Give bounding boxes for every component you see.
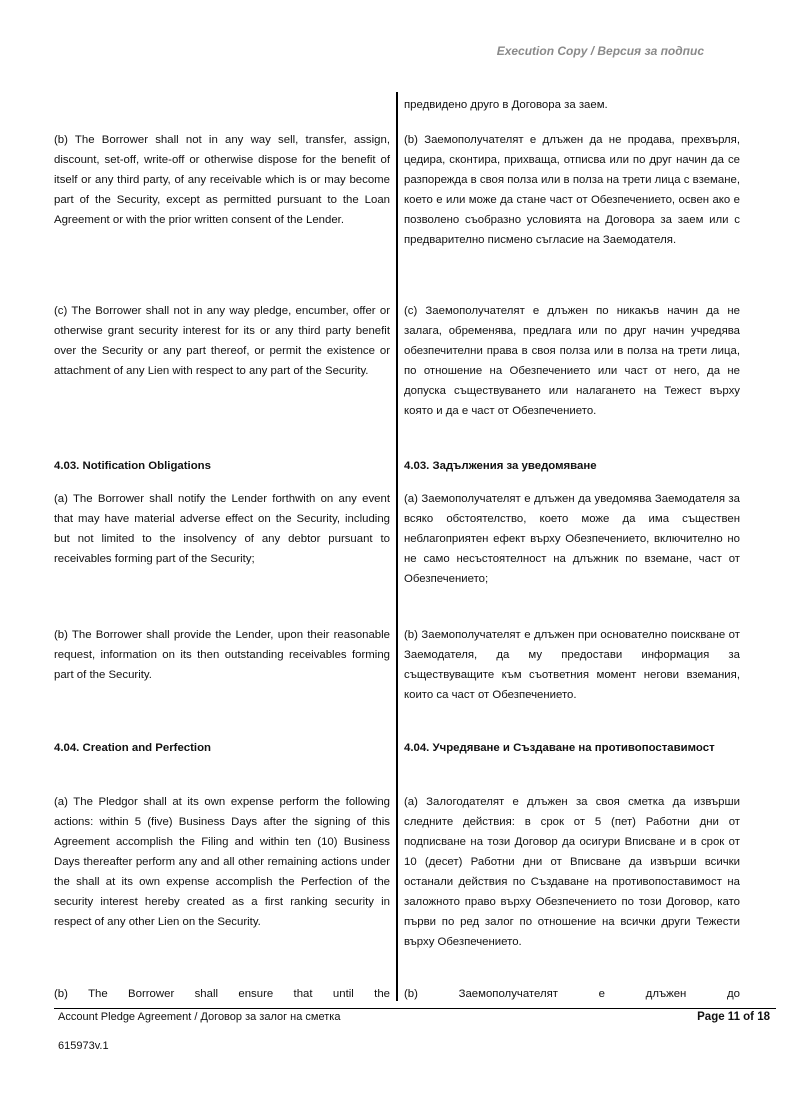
bg-clause-b-sale: (b) Заемополучателят е длъжен да не продава, прехвърля, цедира, сконтира, прихваща, отписва или по друг начин да се разпорежда в своя полза или в полза на трети лица с вземане, което е или може да стане част от Обезпечението, освен ако е позволено съобразно условията на Договора за заем или с предварително писмено съгласие на Заемодателя. bbox=[404, 134, 740, 246]
en-heading-4-04: 4.04. Creation and Perfection bbox=[54, 742, 211, 754]
en-heading-4-03: 4.03. Notification Obligations bbox=[54, 460, 211, 472]
bg-clause-a-perfection: (a) Залогодателят е длъжен за своя сметка да извърши следните действия: в срок от 5 (пет) Работни дни от подписване на този Договор да осигури Вписване и в срок от 10 (десет) Работни дни от Вписване да извърши всички останали действия по Създаване на противопоставимост на заложното право върху Обезпечението по този Договор, като първи по ред залог по отношение на всички други Тежести върху Обезпечението. bbox=[404, 796, 740, 948]
bg-clause-c-pledge: (c) Заемополучателят е длъжен по никакъв начин да не залага, обременява, предлага или по друг начин учредява обезпечителни права в своя полза или в полза на трети лица, по отношение на Обезпечението или част от него, да не допуска съществуването или налагането на Тежест върху която и да е част от Обезпечението. bbox=[404, 305, 740, 417]
bg-clause-b-inform: (b) Заемополучателят е длъжен при основателно поискване от Заемодателя, да му предостави информация за съществуващите към съответния момент негови вземания, които са част от Обезпечението. bbox=[404, 629, 740, 701]
bg-carryover-text: предвидено друго в Договора за заем. bbox=[404, 99, 608, 111]
header-note: Execution Copy / Версия за подпис bbox=[496, 44, 704, 58]
document-id: 615973v.1 bbox=[58, 1040, 109, 1052]
bg-heading-4-04: 4.04. Учредяване и Създаване на противопоставимост bbox=[404, 742, 715, 754]
bg-clause-b-ensure: (b) Заемополучателят е длъжен до bbox=[404, 988, 740, 1000]
en-clause-a-notify: (a) The Borrower shall notify the Lender forthwith on any event that may have material adverse effect on the Security, including but not limited to the insolvency of any debtor pursuant to receivables forming part of the Security; bbox=[54, 493, 390, 565]
en-clause-b-inform: (b) The Borrower shall provide the Lender, upon their reasonable request, information on its then outstanding receivables forming part of the Security. bbox=[54, 629, 390, 681]
footer-rule bbox=[54, 1008, 776, 1009]
en-clause-b-sale: (b) The Borrower shall not in any way sell, transfer, assign, discount, set-off, write-off or otherwise dispose for the benefit of itself or any third party, of any receivable which is or may become part of the Security, except as permitted pursuant to the Loan Agreement or with the prior written consent of the Lender. bbox=[54, 134, 390, 226]
en-clause-c-pledge: (c) The Borrower shall not in any way pledge, encumber, offer or otherwise grant security interest for its or any third party benefit over the Security or any part thereof, or permit the existence or attachment of any Lien with respect to any part of the Security. bbox=[54, 305, 390, 377]
en-clause-b-ensure: (b) The Borrower shall ensure that until the bbox=[54, 988, 390, 1000]
bg-heading-4-03: 4.03. Задължения за уведомяване bbox=[404, 460, 597, 472]
bg-clause-a-notify: (a) Заемополучателят е длъжен да уведомява Заемодателя за всяко обстоятелство, което може да има съществен неблагоприятен ефект върху Обезпечението, включително но не само несъстоятелност на длъжник по вземане, част от Обезпечението; bbox=[404, 493, 740, 585]
en-clause-a-perfection: (a) The Pledgor shall at its own expense perform the following actions: within 5 (five) Business Days after the signing of this Agreement accomplish the Filing and within ten (10) Business Days thereafter perform any and all other remaining actions under the shall at its own expense accomplish the Perfection of the security interest hereby created as a first ranking security in respect of any other Lien on the Security. bbox=[54, 796, 390, 928]
footer-title: Account Pledge Agreement / Договор за залог на сметка bbox=[58, 1011, 341, 1023]
column-divider bbox=[396, 92, 398, 1001]
page-number: Page 11 of 18 bbox=[697, 1011, 770, 1023]
